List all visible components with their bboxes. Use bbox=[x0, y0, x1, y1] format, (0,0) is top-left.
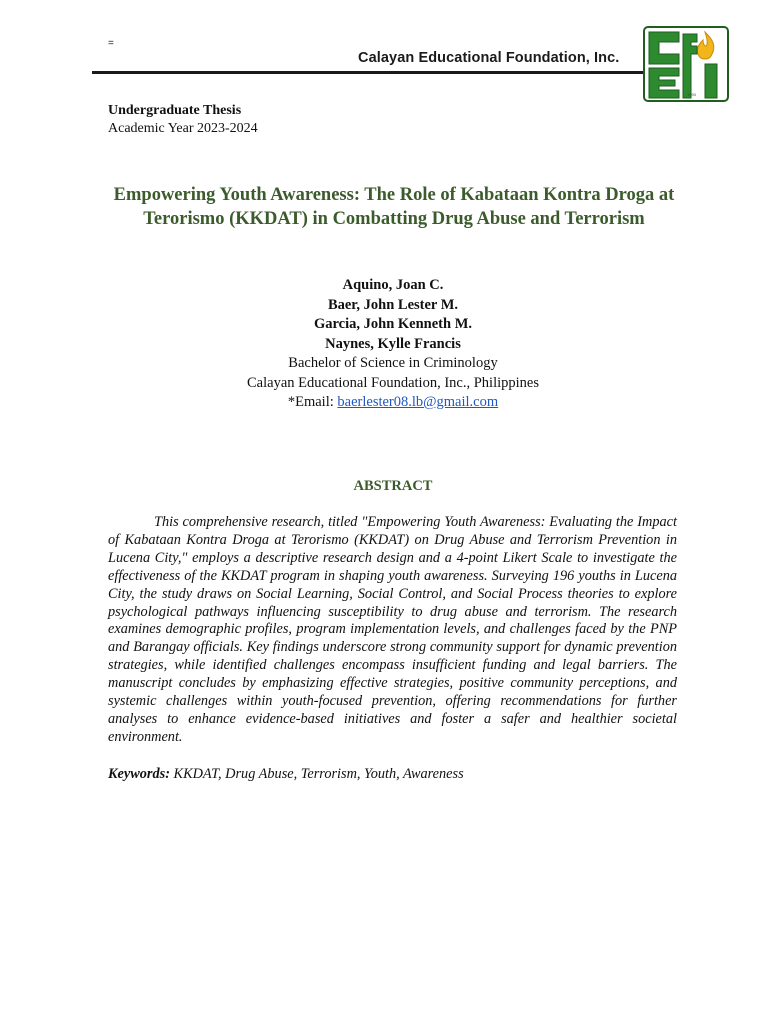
author-name: Aquino, Joan C. bbox=[342, 277, 444, 293]
institution-name: Calayan Educational Foundation, Inc. bbox=[358, 50, 620, 66]
email-label: *Email: bbox=[287, 394, 338, 410]
abstract-body: This comprehensive research, titled "Empowering Youth Awareness: Evaluating the Impact of Kabataan Kontra Droga at Terorismo (KKDAT) on Drug Abuse and Terrorism Prevention in Lucena City," employs a descriptive research design and a 4-point Likert Scale to investigate the effectiveness of the KKDAT program in shaping youth awareness. Surveying 196 youths in Lucena City, the study draws on Social Learning, Social Control, and Social Process theories to explore psychological pathways influencing susceptibility to drug abuse and terrorism. The research examines demographic profiles, program implementation levels, and challenges faced by the PNP and Barangay officials. Key findings underscore strong community support for dynamic prevention strategies, while identified challenges encompass insufficient funding and legal barriers. The manuscript concludes by emphasizing effective strategies, positive community perceptions, and systemic challenges within youth-focused prevention, offering recommendations for further analyses to enhance evidence-based initiatives and foster a safer and healthier societal environment. bbox=[108, 514, 677, 745]
svg-text:1993: 1993 bbox=[687, 92, 696, 97]
author-name: Naynes, Kylle Francis bbox=[325, 335, 461, 352]
cefi-logo-icon bbox=[643, 26, 729, 102]
abstract-heading: ABSTRACT bbox=[353, 478, 433, 494]
affiliation: Calayan Educational Foundation, Inc., Philippines bbox=[247, 374, 539, 391]
email-line bbox=[0, 393, 768, 413]
email-link[interactable]: baerlester08.lb@gmail.com bbox=[337, 394, 499, 410]
keywords-line bbox=[108, 766, 464, 783]
paper-title: Empowering Youth Awareness: The Role of Kabataan Kontra Droga at Terorismo (KKDAT) in Combatting Drug Abuse and Terrorism bbox=[113, 185, 675, 229]
thesis-type: Undergraduate Thesis bbox=[108, 103, 242, 118]
keywords-label: Keywords: bbox=[108, 766, 170, 782]
header-divider bbox=[92, 71, 652, 74]
degree-program: Bachelor of Science in Criminology bbox=[288, 355, 498, 371]
author-name: Baer, John Lester M. bbox=[327, 296, 459, 313]
cefi-logo bbox=[643, 26, 729, 102]
academic-year: Academic Year 2023-2024 bbox=[108, 121, 258, 136]
keywords-list: KKDAT, Drug Abuse, Terrorism, Youth, Awareness bbox=[169, 766, 464, 782]
page-marker: = bbox=[108, 38, 114, 49]
author-name: Garcia, John Kenneth M. bbox=[313, 316, 473, 332]
author-block bbox=[0, 276, 768, 413]
